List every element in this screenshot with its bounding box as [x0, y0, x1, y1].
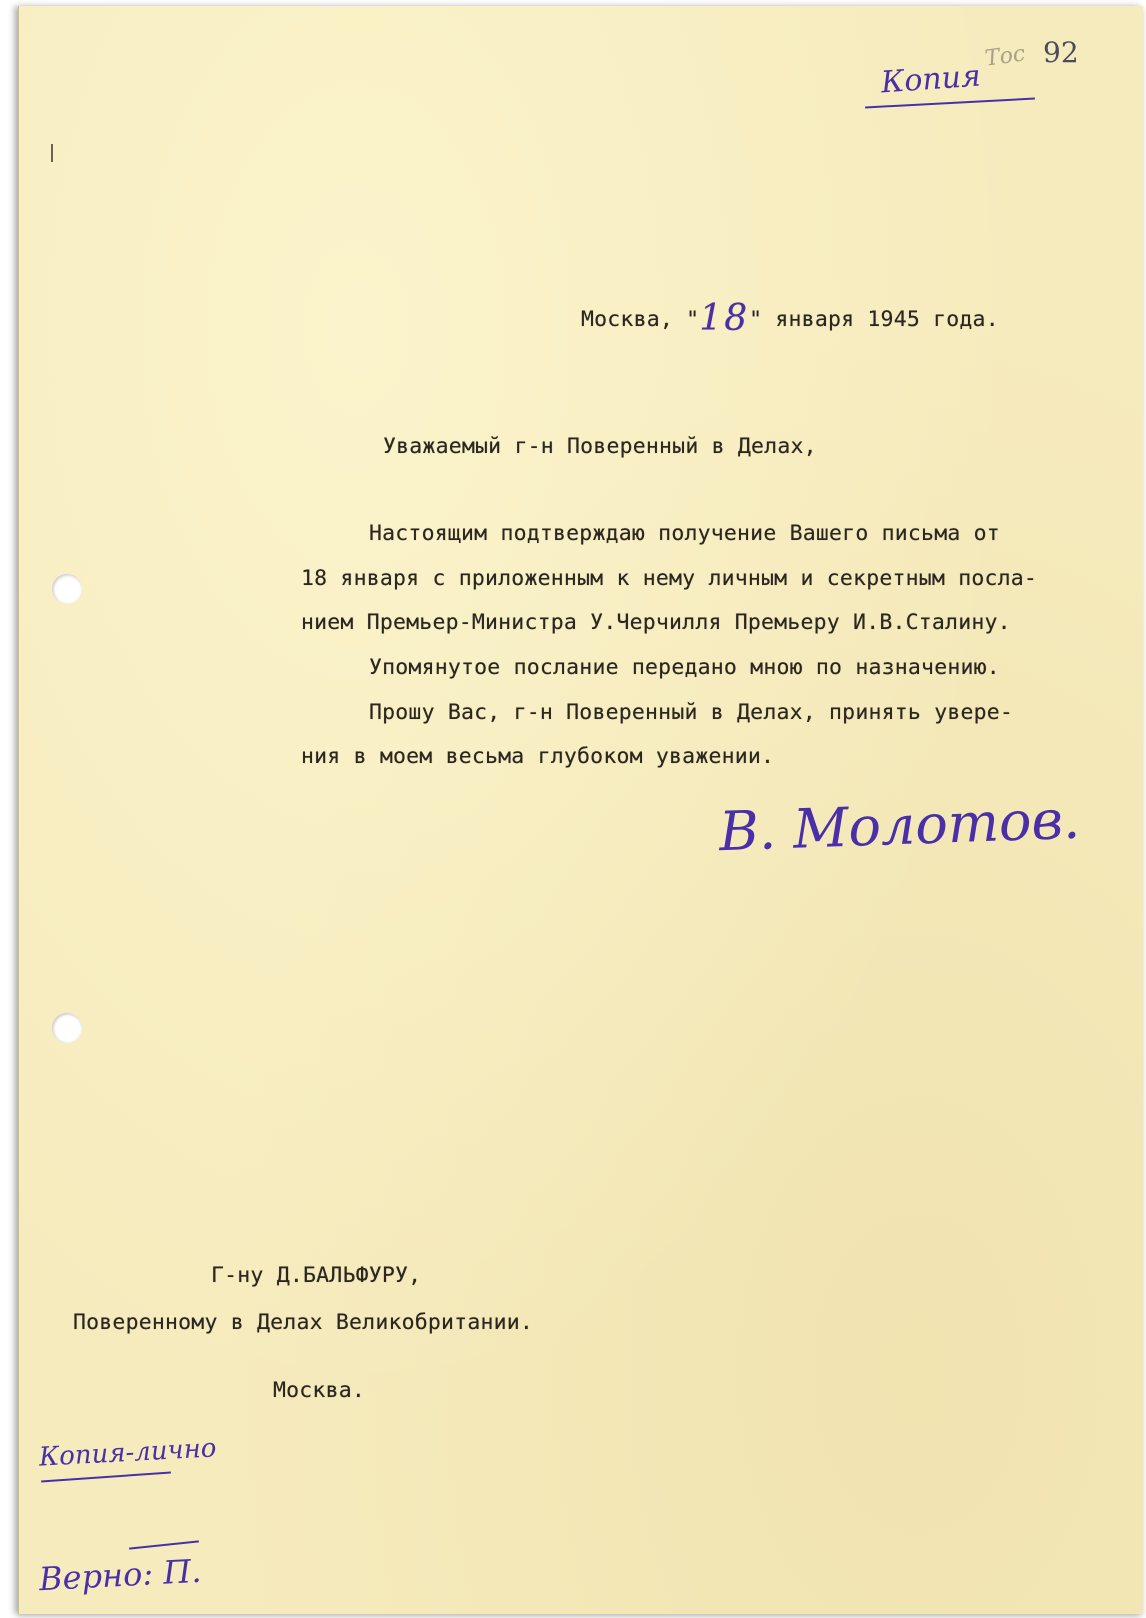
- date-prefix: Москва, ": [581, 307, 700, 332]
- body-line-6: ния в моем весьма глубоком уважении.: [301, 744, 775, 769]
- addressee-name: Г-ну Д.БАЛЬФУРУ,: [211, 1263, 422, 1288]
- bottom-note-verno: Верно: П.: [38, 1551, 203, 1599]
- bottom-note-copy: Копия-лично: [38, 1433, 218, 1473]
- date-day-handwritten: 18: [699, 298, 750, 339]
- addressee-city: Москва.: [273, 1378, 366, 1403]
- addressee-title: Поверенному в Делах Великобритании.: [73, 1310, 534, 1335]
- date-suffix: " января 1945 года.: [749, 307, 999, 332]
- bottom-note-verno-underline: [129, 1540, 199, 1549]
- margin-tick-mark: [51, 144, 53, 162]
- body-line-3: нием Премьер-Министра У.Черчилля Премьеру И.В.Сталину.: [301, 610, 1011, 635]
- body-line-2: 18 января с приложенным к нему личным и секретным посла-: [301, 566, 1038, 591]
- punch-hole-top: [52, 574, 82, 604]
- archive-pencil-mark: Тос: [983, 41, 1027, 72]
- date-line: [581, 298, 999, 339]
- body-line-5: Прошу Вас, г-н Поверенный в Делах, принять увере-: [369, 700, 1014, 725]
- page-number: 92: [1043, 36, 1079, 69]
- salutation: Уважаемый г-н Поверенный в Делах,: [383, 434, 817, 459]
- punch-hole-bottom: [52, 1013, 82, 1043]
- signature: В. Молотов.: [718, 787, 1082, 864]
- body-line-4: Упомянутое послание передано мною по назначению.: [369, 655, 1000, 680]
- bottom-note-underline: [41, 1471, 171, 1482]
- copy-mark: Копия: [879, 58, 982, 101]
- body-line-1: Настоящим подтверждаю получение Вашего письма от: [369, 521, 1000, 546]
- document-page: [18, 6, 1143, 1614]
